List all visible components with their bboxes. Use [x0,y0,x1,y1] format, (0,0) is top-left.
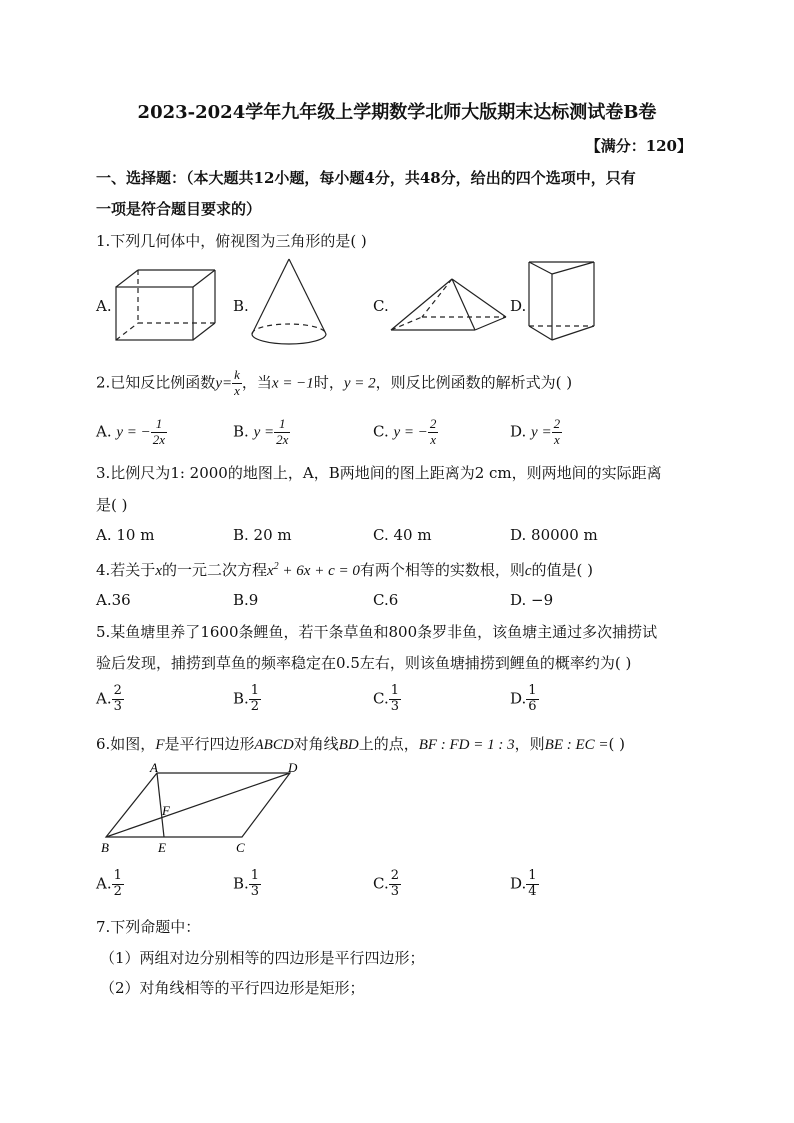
q4-text-4: 的值是( ) [531,561,594,579]
question-2-stem [96,368,572,399]
q4-text-2: 的一元二次方程 [161,561,267,579]
q5-option-b [233,684,261,715]
q2-option-d-den: x [553,431,560,447]
q6-option-d-num: 1 [528,868,537,883]
q3-distance: 2 cm [474,464,512,482]
q2-option-b-num: 1 [274,417,290,433]
q2-option-c [373,417,438,448]
q5-text-1: 5.某鱼塘里养了 [96,623,201,641]
question-7-stem: 7.下列命题中： [96,918,201,936]
q2-func-x: x [234,382,240,398]
q6-option-c [373,869,401,900]
q1-option-c-label: C. [373,297,389,315]
q6-option-c-fraction [389,869,401,900]
q2-text-1: 2.已知反比例函数 [96,373,216,392]
q5-option-c [373,684,401,715]
q5-option-c-label: C. [373,689,389,708]
q6-option-a-label: A. [96,874,112,893]
q5-option-b-num: 1 [250,683,260,698]
q3-option-c: C. 40 m [373,526,432,544]
q6-bd: BD [338,737,359,753]
q5-option-a-num: 2 [113,683,122,698]
q5-text-5: 左右，则该鱼塘捕捞到鲤鱼的概率约为( ) [359,654,632,672]
q4-option-d: D. −9 [510,591,554,609]
q5-text-4: 验后发现，捕捞到草鱼的频率稳定在 [96,654,337,672]
q4-var-x: x [155,563,162,579]
q2-func-k: k [234,367,240,382]
q5-option-a-den: 3 [113,698,122,714]
q2-option-c-den: x [430,431,437,447]
q2-option-c-lhs: y = − [393,424,428,441]
q6-option-d-fraction [526,869,538,900]
q5-option-c-den: 3 [390,698,399,714]
q2-option-b-fraction [274,417,290,448]
q2-text-2: ，当 [241,373,272,392]
q5-option-a-label: A. [96,689,112,708]
q2-option-d-num: 2 [553,416,561,431]
q4-option-c: C.6 [373,591,399,609]
q6-option-b-num: 1 [250,868,260,883]
section-header-line2: 一项是符合题目要求的） [96,200,262,218]
q5-option-b-label: B. [233,689,249,708]
question-1-stem: 1.下列几何体中，俯视图为三角形的是( ) [96,232,367,250]
q5-option-c-fraction [389,684,401,715]
q6-option-b-label: B. [233,874,249,893]
q4-option-a: A.36 [96,591,131,609]
q6-option-a [96,869,124,900]
q6-text-1: 6.如图， [96,735,156,753]
question-7-statement-1: （1）两组对边分别相等的四边形是平行四边形； [100,949,425,967]
q5-text-2: 条鲤鱼，若干条草鱼和 [238,623,389,641]
section-header-line1: 一、选择题：（本大题共12小题，每小题4分，共48分，给出的四个选项中，只有 [96,169,636,187]
q2-option-d-label: D. [510,422,527,441]
q2-option-d [510,417,562,448]
q6-text-4: 上的点， [358,735,419,753]
q3-text-3: ，则两地间的实际距离 [511,464,662,482]
q2-option-d-fraction [552,417,563,448]
q1-option-a-label: A. [96,297,112,315]
q6-ask: BE : EC = [544,737,609,753]
q2-option-a [96,417,167,448]
q5-option-d-fraction [526,684,538,715]
q5-option-d-label: D. [510,689,527,708]
q1-figure-pyramid [388,275,510,335]
q6-option-d-den: 4 [528,883,537,899]
q2-option-b-lhs: y = [253,424,275,441]
q6-option-c-den: 3 [390,883,399,899]
q2-func-y: y [215,375,222,392]
q5-text-3: 条罗非鱼，该鱼塘主通过多次捕捞试 [417,623,658,641]
full-score: 【满分：120】 [585,137,692,155]
q2-option-b-den: 2x [276,431,289,447]
q2-option-c-label: C. [373,422,389,441]
q5-option-b-fraction [249,684,261,715]
q6-option-b-den: 3 [250,883,260,899]
q5-frequency: 0.5 [336,654,360,672]
q6-option-d-label: D. [510,874,527,893]
q2-option-b [233,417,290,448]
question-6-stem [96,733,625,754]
question-5-stem-line2 [96,652,631,673]
q2-option-a-label: A. [96,422,112,441]
q6-label-a: A [150,760,158,775]
q3-text-1: 3.比例尺为 [96,464,171,482]
q5-option-b-den: 2 [250,698,260,714]
q2-cond-y: y = 2 [343,375,376,392]
q2-text-4: ，则反比例函数的解析式为( ) [375,373,573,392]
q6-abcd: ABCD [254,737,294,753]
q4-eq-x: x [267,563,274,579]
q6-text-3: 对角线 [293,735,339,753]
q6-option-a-num: 1 [113,868,122,883]
q3-option-b: B. 20 m [233,526,292,544]
q6-text-2: 是平行四边形 [164,735,255,753]
question-4-stem [96,559,593,580]
question-7-statement-2: （2）对角线相等的平行四边形是矩形； [100,979,365,997]
q6-option-b [233,869,261,900]
q6-option-a-fraction [112,869,124,900]
q6-label-b: B [101,840,109,855]
q5-option-d-den: 6 [528,698,537,714]
q4-eq-exponent: 2 [273,561,279,572]
q6-option-d [510,869,539,900]
q6-label-d: D [288,760,298,775]
q5-option-a [96,684,124,715]
q6-label-c: C [236,840,245,855]
q5-option-c-num: 1 [390,683,399,698]
question-5-stem [96,621,657,642]
q6-diagonal-bd [106,773,290,837]
q5-number-2: 800 [388,623,418,641]
question-3-stem-line2: 是( ) [96,496,128,514]
q2-option-c-num: 2 [429,416,437,431]
q2-option-a-den: 2x [152,431,166,447]
q4-option-b: B.9 [233,591,259,609]
q1-figure-cuboid [110,266,220,346]
q1-figure-triangular-prism [524,258,598,344]
q4-text-3: 有两个相等的实数根，则 [359,561,525,579]
q2-option-d-lhs: y = [531,424,552,441]
q4-text-1: 4.若关于 [96,561,156,579]
q3-scale: 1: 2000 [170,464,228,482]
q2-option-a-fraction [151,417,167,448]
q3-text-2: 的地图上，A，B两地间的图上距离为 [227,464,475,482]
q1-option-b-label: B. [233,297,249,315]
q6-option-c-num: 2 [390,868,399,883]
q2-option-a-lhs: y = − [116,424,151,441]
q3-option-a: A. 10 m [96,526,155,544]
q6-option-a-den: 2 [113,883,122,899]
q4-eq-rest: + 6x + c = 0 [278,563,360,579]
q6-parallelogram-figure [96,760,308,858]
q6-ratio: BF : FD = 1 : 3 [418,737,515,753]
q2-func-eq: = [221,375,233,392]
q2-option-b-label: B. [233,422,249,441]
q4-var-c: c [524,563,532,579]
q5-option-d [510,684,539,715]
q6-text-5: ，则 [514,735,545,753]
q2-text-3: 时， [313,373,344,392]
q2-func-fraction [232,368,242,399]
page-title: 2023-2024学年九年级上学期数学北师大版期末达标测试卷B卷 [137,102,657,123]
q6-option-c-label: C. [373,874,389,893]
q5-option-a-fraction [112,684,124,715]
q6-label-e: E [158,840,166,855]
q3-option-d: D. 80000 m [510,526,598,544]
q6-point-f: F [155,737,165,753]
q2-option-c-fraction [428,417,439,448]
q2-cond-x: x = −1 [271,375,314,392]
q5-number-1: 1600 [200,623,239,641]
q2-option-a-num: 1 [151,417,167,433]
q1-figure-cone [248,255,330,349]
q1-option-d-label: D. [510,297,527,315]
q5-option-d-num: 1 [528,683,537,698]
q6-label-f: F [162,803,170,818]
q6-text-6: ( ) [608,735,626,753]
question-3-stem [96,462,662,483]
q6-option-b-fraction [249,869,261,900]
